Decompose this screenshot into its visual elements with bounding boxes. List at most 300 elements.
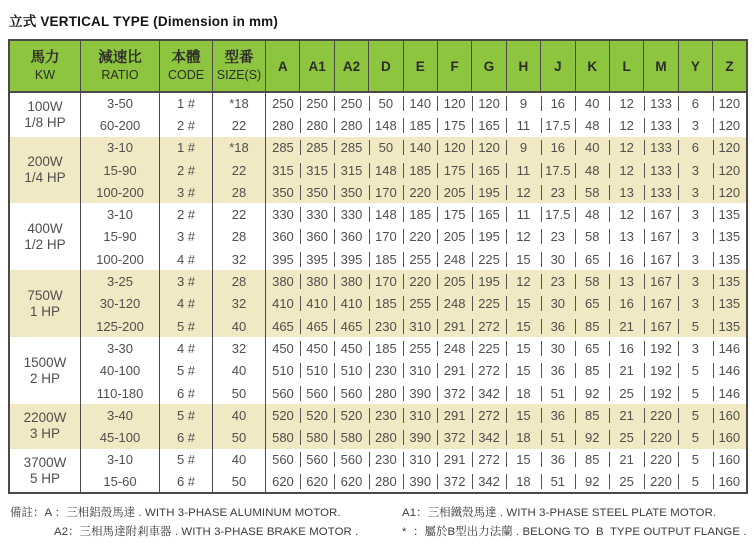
dim-e-cell: 255 [403, 248, 437, 270]
ratio-cell: 3-10 [81, 449, 160, 471]
dim-j-cell: 51 [541, 382, 575, 404]
dim-a2-cell: 620 [334, 471, 368, 493]
dim-k-cell: 85 [575, 360, 609, 382]
dim-a1-cell: 465 [300, 315, 334, 337]
dim-l-cell: 16 [609, 248, 643, 270]
ratio-cell: 45-100 [81, 426, 160, 448]
dim-d-cell: 280 [369, 382, 403, 404]
dim-z-cell: 135 [713, 293, 747, 315]
dim-e-cell: 310 [403, 449, 437, 471]
dim-h-cell: 15 [506, 248, 540, 270]
dim-f-cell: 372 [437, 382, 471, 404]
dim-j-cell: 30 [541, 337, 575, 359]
dim-e-cell: 185 [403, 159, 437, 181]
dim-f-cell: 120 [437, 92, 471, 114]
dim-a1-cell: 360 [300, 226, 334, 248]
dim-e-cell: 310 [403, 315, 437, 337]
dim-a1-cell: 560 [300, 382, 334, 404]
table-body [9, 92, 747, 493]
dim-a1-cell: 285 [300, 137, 334, 159]
code-cell: 5 # [160, 315, 213, 337]
header-row [9, 40, 747, 92]
dim-a2-cell: 465 [334, 315, 368, 337]
dim-y-cell: 3 [678, 293, 712, 315]
dim-l-cell: 21 [609, 360, 643, 382]
dim-m-cell: 167 [644, 293, 678, 315]
col-header-f: F [437, 40, 471, 92]
size-cell: 50 [213, 426, 266, 448]
dim-y-cell: 5 [678, 449, 712, 471]
dim-m-cell: 133 [644, 114, 678, 136]
dim-j-cell: 51 [541, 471, 575, 493]
code-cell: 6 # [160, 382, 213, 404]
dim-a1-cell: 280 [300, 114, 334, 136]
dim-z-cell: 120 [713, 137, 747, 159]
size-cell: 32 [213, 248, 266, 270]
dim-d-cell: 170 [369, 226, 403, 248]
dim-l-cell: 16 [609, 337, 643, 359]
dim-g-cell: 342 [472, 426, 506, 448]
dim-z-cell: 135 [713, 270, 747, 292]
dim-g-cell: 342 [472, 471, 506, 493]
code-cell: 6 # [160, 426, 213, 448]
dim-e-cell: 255 [403, 337, 437, 359]
dim-z-cell: 120 [713, 159, 747, 181]
col-header-a1: A1 [300, 40, 334, 92]
ratio-cell: 15-90 [81, 226, 160, 248]
dim-h-cell: 15 [506, 449, 540, 471]
dim-y-cell: 5 [678, 404, 712, 426]
size-cell: 40 [213, 315, 266, 337]
dim-a2-cell: 510 [334, 360, 368, 382]
dim-g-cell: 195 [472, 270, 506, 292]
col-header-y: Y [678, 40, 712, 92]
size-cell: 32 [213, 337, 266, 359]
dim-j-cell: 16 [541, 137, 575, 159]
dim-h-cell: 15 [506, 293, 540, 315]
dim-h-cell: 11 [506, 159, 540, 181]
dim-k-cell: 92 [575, 426, 609, 448]
dim-l-cell: 12 [609, 114, 643, 136]
dim-e-cell: 390 [403, 382, 437, 404]
dim-k-cell: 48 [575, 114, 609, 136]
dim-f-cell: 120 [437, 137, 471, 159]
size-cell: 22 [213, 203, 266, 225]
dim-a2-cell: 250 [334, 92, 368, 114]
dim-l-cell: 21 [609, 315, 643, 337]
dim-k-cell: 58 [575, 270, 609, 292]
dim-g-cell: 272 [472, 449, 506, 471]
dim-k-cell: 85 [575, 449, 609, 471]
col-header-j: J [541, 40, 575, 92]
dim-m-cell: 133 [644, 181, 678, 203]
dim-a1-cell: 410 [300, 293, 334, 315]
dim-h-cell: 18 [506, 382, 540, 404]
table-row [9, 360, 747, 382]
size-cell: 40 [213, 360, 266, 382]
dim-m-cell: 220 [644, 449, 678, 471]
dim-a1-cell: 620 [300, 471, 334, 493]
footnote-a2: A2：三相馬達附剎車器 . WITH 3-PHASE BRAKE MOTOR . [54, 526, 359, 539]
dim-a2-cell: 285 [334, 137, 368, 159]
dim-m-cell: 192 [644, 337, 678, 359]
dim-a2-cell: 360 [334, 226, 368, 248]
table-row [9, 471, 747, 493]
ratio-cell: 125-200 [81, 315, 160, 337]
dim-h-cell: 9 [506, 92, 540, 114]
dim-m-cell: 167 [644, 270, 678, 292]
dim-g-cell: 225 [472, 337, 506, 359]
size-cell: *18 [213, 137, 266, 159]
dim-a2-cell: 350 [334, 181, 368, 203]
dim-a2-cell: 280 [334, 114, 368, 136]
dim-m-cell: 220 [644, 404, 678, 426]
dim-l-cell: 12 [609, 159, 643, 181]
table-row [9, 404, 747, 426]
dim-g-cell: 272 [472, 404, 506, 426]
table-row [9, 426, 747, 448]
dim-h-cell: 15 [506, 337, 540, 359]
dim-e-cell: 255 [403, 293, 437, 315]
col-header-h: H [506, 40, 540, 92]
table-row [9, 114, 747, 136]
dim-e-cell: 140 [403, 137, 437, 159]
dim-a2-cell: 330 [334, 203, 368, 225]
dim-z-cell: 160 [713, 404, 747, 426]
dim-j-cell: 17.5 [541, 159, 575, 181]
dim-k-cell: 48 [575, 159, 609, 181]
dim-y-cell: 3 [678, 203, 712, 225]
dim-d-cell: 50 [369, 92, 403, 114]
dim-a-cell: 520 [266, 404, 300, 426]
dim-e-cell: 220 [403, 181, 437, 203]
dim-h-cell: 12 [506, 270, 540, 292]
dim-z-cell: 120 [713, 181, 747, 203]
dim-a1-cell: 580 [300, 426, 334, 448]
dim-y-cell: 3 [678, 270, 712, 292]
code-cell: 1 # [160, 92, 213, 114]
dim-d-cell: 230 [369, 404, 403, 426]
ratio-cell: 100-200 [81, 181, 160, 203]
code-cell: 5 # [160, 360, 213, 382]
dim-a-cell: 560 [266, 449, 300, 471]
dim-a2-cell: 410 [334, 293, 368, 315]
dim-y-cell: 5 [678, 426, 712, 448]
dim-f-cell: 291 [437, 315, 471, 337]
dim-d-cell: 148 [369, 203, 403, 225]
dim-a-cell: 350 [266, 181, 300, 203]
ratio-cell: 30-120 [81, 293, 160, 315]
dim-d-cell: 280 [369, 471, 403, 493]
ratio-cell: 15-60 [81, 471, 160, 493]
dim-l-cell: 21 [609, 404, 643, 426]
table-row [9, 159, 747, 181]
dim-a1-cell: 380 [300, 270, 334, 292]
dim-y-cell: 3 [678, 181, 712, 203]
dim-l-cell: 12 [609, 203, 643, 225]
dim-m-cell: 167 [644, 203, 678, 225]
dim-a2-cell: 380 [334, 270, 368, 292]
dim-k-cell: 85 [575, 315, 609, 337]
dimension-table [8, 39, 748, 494]
ratio-cell: 3-10 [81, 203, 160, 225]
dim-y-cell: 3 [678, 248, 712, 270]
dim-d-cell: 50 [369, 137, 403, 159]
dim-z-cell: 160 [713, 449, 747, 471]
dim-e-cell: 185 [403, 203, 437, 225]
dim-e-cell: 310 [403, 404, 437, 426]
dim-j-cell: 17.5 [541, 203, 575, 225]
dim-g-cell: 272 [472, 315, 506, 337]
dim-l-cell: 25 [609, 426, 643, 448]
dim-a-cell: 620 [266, 471, 300, 493]
dim-j-cell: 16 [541, 92, 575, 114]
dim-a-cell: 580 [266, 426, 300, 448]
dim-h-cell: 18 [506, 471, 540, 493]
code-cell: 1 # [160, 137, 213, 159]
dim-f-cell: 248 [437, 337, 471, 359]
dim-a2-cell: 560 [334, 382, 368, 404]
col-header-kw: 馬力 KW [9, 40, 81, 92]
dim-e-cell: 220 [403, 226, 437, 248]
dim-l-cell: 13 [609, 226, 643, 248]
dim-h-cell: 18 [506, 426, 540, 448]
dim-f-cell: 291 [437, 449, 471, 471]
dim-d-cell: 170 [369, 181, 403, 203]
dim-z-cell: 160 [713, 471, 747, 493]
dim-a-cell: 560 [266, 382, 300, 404]
dim-f-cell: 291 [437, 404, 471, 426]
dim-k-cell: 58 [575, 226, 609, 248]
power-cell: 2200W 3 HP [9, 404, 81, 449]
col-header-d: D [369, 40, 403, 92]
dim-j-cell: 23 [541, 270, 575, 292]
dim-d-cell: 230 [369, 449, 403, 471]
dim-a2-cell: 580 [334, 426, 368, 448]
dim-f-cell: 205 [437, 270, 471, 292]
col-header-k: K [575, 40, 609, 92]
code-cell: 4 # [160, 248, 213, 270]
size-cell: 40 [213, 449, 266, 471]
dim-j-cell: 17.5 [541, 114, 575, 136]
ratio-cell: 100-200 [81, 248, 160, 270]
dim-k-cell: 92 [575, 471, 609, 493]
dim-j-cell: 36 [541, 360, 575, 382]
dim-k-cell: 40 [575, 137, 609, 159]
dim-a1-cell: 560 [300, 449, 334, 471]
power-cell: 100W 1/8 HP [9, 92, 81, 137]
dim-z-cell: 120 [713, 114, 747, 136]
dim-g-cell: 225 [472, 248, 506, 270]
dim-f-cell: 175 [437, 203, 471, 225]
dim-e-cell: 220 [403, 270, 437, 292]
dim-z-cell: 146 [713, 360, 747, 382]
dim-a1-cell: 315 [300, 159, 334, 181]
table-row [9, 92, 747, 114]
dim-l-cell: 21 [609, 449, 643, 471]
code-cell: 6 # [160, 471, 213, 493]
dim-a1-cell: 250 [300, 92, 334, 114]
footnote-star: * ：屬於B型出力法蘭 . BELONG TO B TYPE OUTPUT FLANGE . [402, 526, 747, 539]
code-cell: 5 # [160, 404, 213, 426]
ratio-cell: 110-180 [81, 382, 160, 404]
dim-e-cell: 390 [403, 426, 437, 448]
col-header-size: 型番 SIZE(S) [213, 40, 266, 92]
table-row [9, 181, 747, 203]
dim-a-cell: 380 [266, 270, 300, 292]
dim-e-cell: 390 [403, 471, 437, 493]
dim-l-cell: 13 [609, 270, 643, 292]
dim-z-cell: 135 [713, 315, 747, 337]
dim-m-cell: 220 [644, 426, 678, 448]
dim-j-cell: 23 [541, 181, 575, 203]
ratio-cell: 3-25 [81, 270, 160, 292]
dim-z-cell: 135 [713, 203, 747, 225]
table-row [9, 226, 747, 248]
code-cell: 4 # [160, 293, 213, 315]
dim-z-cell: 120 [713, 92, 747, 114]
dim-k-cell: 65 [575, 248, 609, 270]
dim-y-cell: 5 [678, 360, 712, 382]
size-cell: 28 [213, 181, 266, 203]
dim-a2-cell: 560 [334, 449, 368, 471]
dim-h-cell: 15 [506, 404, 540, 426]
dim-k-cell: 40 [575, 92, 609, 114]
table-row [9, 137, 747, 159]
dim-f-cell: 372 [437, 426, 471, 448]
dim-h-cell: 15 [506, 360, 540, 382]
dim-a-cell: 450 [266, 337, 300, 359]
dim-m-cell: 167 [644, 315, 678, 337]
dim-z-cell: 160 [713, 426, 747, 448]
size-cell: 40 [213, 404, 266, 426]
col-header-ratio: 減速比 RATIO [81, 40, 160, 92]
dim-d-cell: 185 [369, 248, 403, 270]
dim-k-cell: 48 [575, 203, 609, 225]
dim-a1-cell: 510 [300, 360, 334, 382]
dim-m-cell: 133 [644, 137, 678, 159]
dim-a1-cell: 330 [300, 203, 334, 225]
dim-d-cell: 185 [369, 337, 403, 359]
dim-e-cell: 185 [403, 114, 437, 136]
dim-g-cell: 165 [472, 114, 506, 136]
footnotes [8, 504, 748, 539]
col-header-a2: A2 [334, 40, 368, 92]
ratio-cell: 60-200 [81, 114, 160, 136]
dim-a-cell: 330 [266, 203, 300, 225]
dim-a-cell: 285 [266, 137, 300, 159]
dim-j-cell: 36 [541, 404, 575, 426]
col-header-m: M [644, 40, 678, 92]
dim-d-cell: 170 [369, 270, 403, 292]
table-row [9, 449, 747, 471]
col-header-g: G [472, 40, 506, 92]
dim-m-cell: 133 [644, 92, 678, 114]
power-cell: 400W 1/2 HP [9, 203, 81, 270]
dim-y-cell: 6 [678, 92, 712, 114]
dim-h-cell: 12 [506, 181, 540, 203]
dim-k-cell: 65 [575, 337, 609, 359]
dim-a2-cell: 520 [334, 404, 368, 426]
table-row [9, 382, 747, 404]
footnote-a1: A1：三相鐵殼馬達 . WITH 3-PHASE STEEL PLATE MOTOR. [402, 507, 717, 520]
dim-d-cell: 230 [369, 315, 403, 337]
power-cell: 3700W 5 HP [9, 449, 81, 494]
code-cell: 2 # [160, 203, 213, 225]
dim-a-cell: 315 [266, 159, 300, 181]
dim-g-cell: 165 [472, 203, 506, 225]
dim-k-cell: 58 [575, 181, 609, 203]
dim-g-cell: 195 [472, 226, 506, 248]
dim-j-cell: 36 [541, 449, 575, 471]
dim-g-cell: 165 [472, 159, 506, 181]
dim-y-cell: 3 [678, 114, 712, 136]
dim-y-cell: 3 [678, 159, 712, 181]
dim-f-cell: 205 [437, 181, 471, 203]
dim-d-cell: 280 [369, 426, 403, 448]
power-cell: 750W 1 HP [9, 270, 81, 337]
dim-a2-cell: 395 [334, 248, 368, 270]
dim-m-cell: 192 [644, 360, 678, 382]
table-row [9, 315, 747, 337]
dim-g-cell: 225 [472, 293, 506, 315]
col-header-a: A [266, 40, 300, 92]
power-cell: 1500W 2 HP [9, 337, 81, 404]
code-cell: 4 # [160, 337, 213, 359]
dim-l-cell: 25 [609, 382, 643, 404]
dim-z-cell: 146 [713, 337, 747, 359]
dim-a-cell: 280 [266, 114, 300, 136]
dim-a-cell: 510 [266, 360, 300, 382]
dim-m-cell: 167 [644, 226, 678, 248]
dim-l-cell: 12 [609, 137, 643, 159]
ratio-cell: 15-90 [81, 159, 160, 181]
dim-m-cell: 192 [644, 382, 678, 404]
dim-g-cell: 120 [472, 137, 506, 159]
code-cell: 5 # [160, 449, 213, 471]
col-header-l: L [609, 40, 643, 92]
dim-h-cell: 9 [506, 137, 540, 159]
dim-d-cell: 148 [369, 159, 403, 181]
table-header [9, 40, 747, 92]
dim-l-cell: 16 [609, 293, 643, 315]
dim-m-cell: 133 [644, 159, 678, 181]
dim-g-cell: 195 [472, 181, 506, 203]
dim-f-cell: 372 [437, 471, 471, 493]
dim-a-cell: 250 [266, 92, 300, 114]
dim-z-cell: 135 [713, 226, 747, 248]
dim-h-cell: 12 [506, 226, 540, 248]
dim-h-cell: 11 [506, 114, 540, 136]
dim-h-cell: 15 [506, 315, 540, 337]
ratio-cell: 40-100 [81, 360, 160, 382]
size-cell: 28 [213, 226, 266, 248]
dim-j-cell: 36 [541, 315, 575, 337]
dim-y-cell: 3 [678, 337, 712, 359]
dim-a-cell: 410 [266, 293, 300, 315]
dim-z-cell: 135 [713, 248, 747, 270]
table-row [9, 337, 747, 359]
dim-a2-cell: 315 [334, 159, 368, 181]
ratio-cell: 3-10 [81, 137, 160, 159]
ratio-cell: 3-30 [81, 337, 160, 359]
dim-h-cell: 11 [506, 203, 540, 225]
table-row [9, 270, 747, 292]
dim-l-cell: 12 [609, 92, 643, 114]
dim-a-cell: 465 [266, 315, 300, 337]
dim-a1-cell: 350 [300, 181, 334, 203]
dim-a-cell: 395 [266, 248, 300, 270]
